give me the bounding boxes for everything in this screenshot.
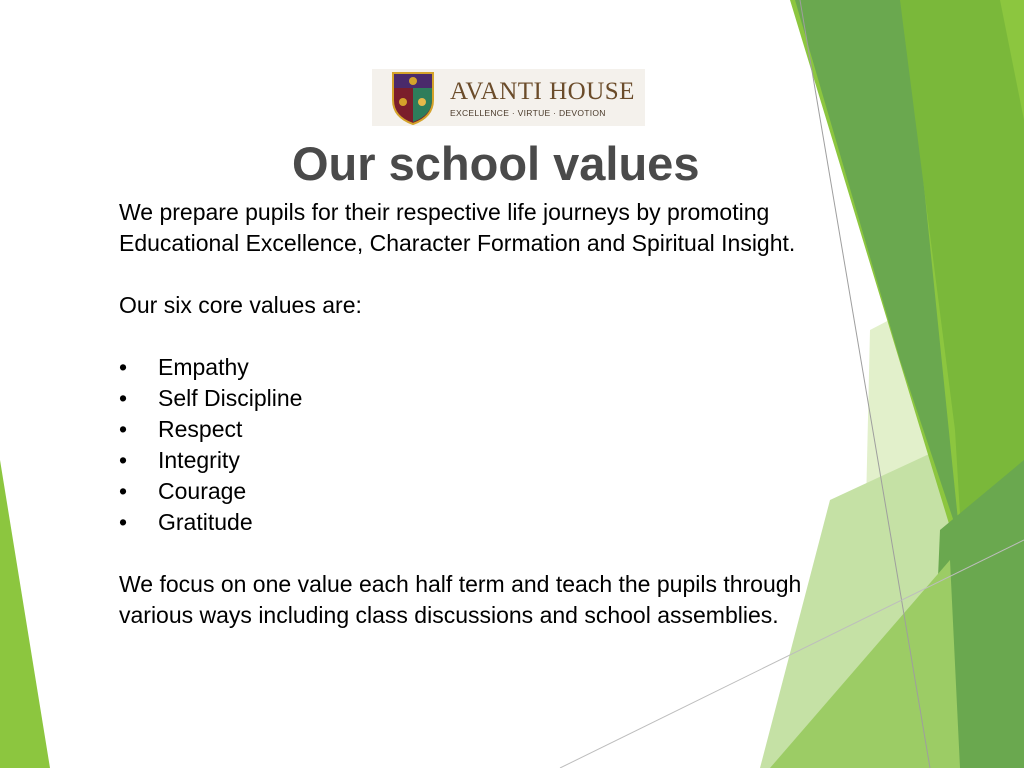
bullet-icon: • <box>119 447 128 473</box>
left-green-stripe <box>0 460 50 768</box>
list-item <box>119 507 859 538</box>
list-item <box>119 476 859 507</box>
bullet-icon: • <box>119 354 128 380</box>
logo-motto: EXCELLENCE · VIRTUE · DEVOTION <box>450 107 606 118</box>
school-logo <box>372 69 645 126</box>
value-label: Respect <box>158 416 243 442</box>
value-label: Self Discipline <box>158 385 303 411</box>
value-label: Integrity <box>158 447 240 473</box>
value-label: Gratitude <box>158 509 253 535</box>
bullet-icon: • <box>119 416 128 442</box>
crest-icon <box>390 70 436 126</box>
bullet-icon: • <box>119 509 128 535</box>
slide-body <box>119 197 859 631</box>
value-label: Empathy <box>158 354 249 380</box>
spacer <box>119 538 859 569</box>
intro-text: We prepare pupils for their respective life journeys by promoting Educational Excellence, Character Formation and Spiritual Insight. <box>119 199 796 256</box>
values-heading: Our six core values are: <box>119 292 362 318</box>
spacer <box>119 259 859 290</box>
value-label: Courage <box>158 478 247 504</box>
bullet-icon: • <box>119 478 128 504</box>
values-list <box>119 352 859 538</box>
bullet-icon: • <box>119 385 128 411</box>
list-item <box>119 352 859 383</box>
closing-text: We focus on one value each half term and teach the pupils through various ways including class discussions and school assemblies. <box>119 571 802 628</box>
list-item <box>119 445 859 476</box>
list-item <box>119 383 859 414</box>
logo-name: AVANTI HOUSE <box>450 77 635 105</box>
spacer <box>119 321 859 352</box>
list-item <box>119 414 859 445</box>
page-title: Our school values <box>292 137 700 190</box>
